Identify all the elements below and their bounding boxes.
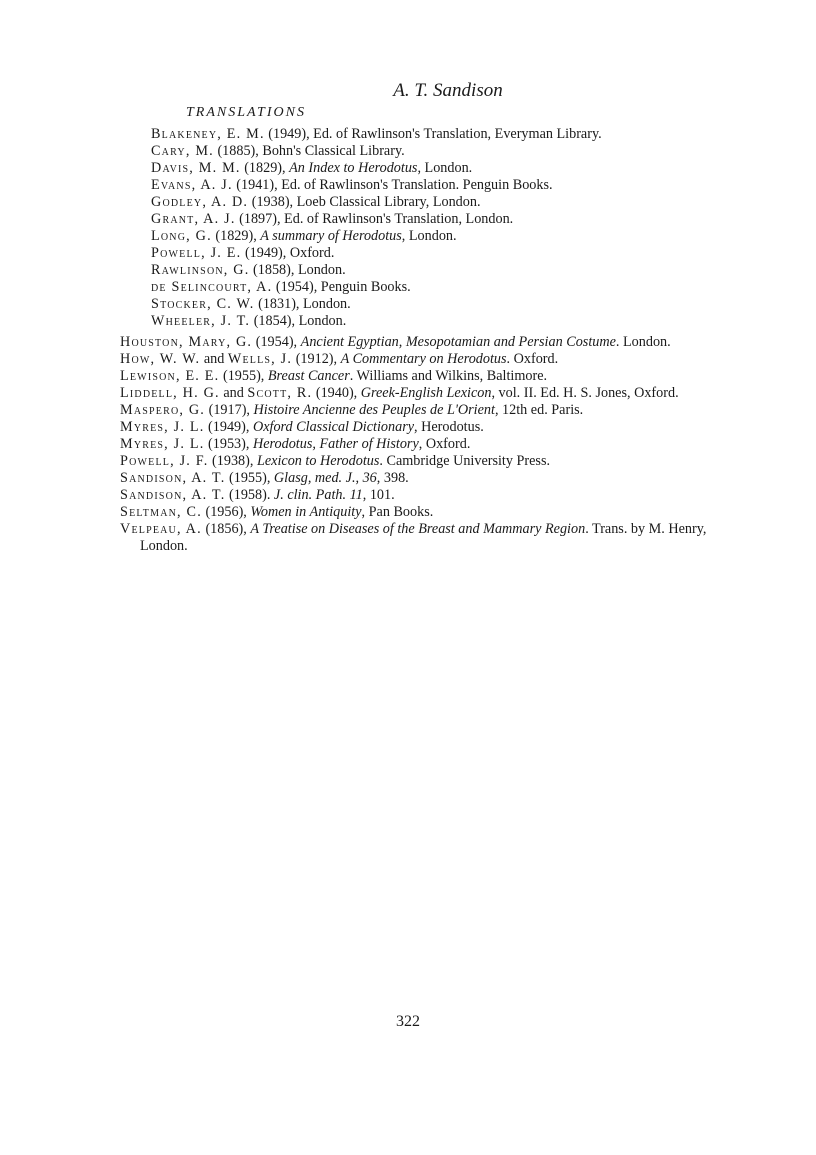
list-item [151, 126, 602, 143]
work-title: Women in Antiquity [250, 504, 362, 520]
author-name: Grant, A. J. [151, 211, 236, 227]
translations-list [151, 126, 602, 330]
citation-text: (1938), [208, 453, 257, 469]
author-name: Sandison, A. T. [120, 487, 226, 503]
citation-tail: . Trans. by M. Henry, London. [140, 521, 707, 554]
work-title: Ancient Egyptian, Mesopotamian and Persian Costume [300, 334, 616, 350]
list-item [120, 487, 740, 504]
citation-text: (1856), [201, 521, 251, 537]
citation-tail: , 101. [362, 487, 395, 503]
citation-tail: . London. [615, 334, 671, 350]
citation-text: (1953), [204, 436, 253, 452]
citation-tail: . Oxford. [506, 351, 559, 367]
author-name: Wheeler, J. T. [151, 313, 251, 329]
work-title: An Index to Herodotus [289, 160, 418, 176]
author-name: Powell, J. E. [151, 245, 242, 261]
list-item [151, 211, 602, 228]
citation-text: (1941), Ed. of Rawlinson's Translation. Penguin Books. [232, 177, 553, 193]
translations-heading: TRANSLATIONS [186, 105, 306, 120]
author-name: Powell, J. F. [120, 453, 209, 469]
citation-tail: . Williams and Wilkins, Baltimore. [349, 368, 548, 384]
citation-text: (1949), Ed. of Rawlinson's Translation, Everyman Library. [264, 126, 602, 142]
citation-text: (1831), London. [254, 296, 351, 312]
list-item [151, 228, 602, 245]
list-item [120, 334, 740, 351]
list-item [151, 279, 602, 296]
author-name: Seltman, C. [120, 504, 202, 520]
citation-text: (1829), [211, 228, 261, 244]
author-name: de Selincourt, A. [151, 279, 273, 295]
author-name: Maspero, G. [120, 402, 206, 418]
author-name: Lewison, E. E. [120, 368, 220, 384]
list-item [151, 313, 602, 330]
author-joiner: and [219, 385, 248, 401]
citation-text: (1854), London. [250, 313, 347, 329]
list-item [120, 470, 740, 487]
author-name: Long, G. [151, 228, 212, 244]
work-title: Glasg, med. J., 36 [273, 470, 377, 486]
work-title: Lexicon to Herodotus [256, 453, 380, 469]
list-item [120, 368, 740, 385]
list-item [151, 160, 602, 177]
citation-tail: , London. [401, 228, 457, 244]
author-name: Evans, A. J. [151, 177, 233, 193]
list-item [120, 385, 740, 402]
citation-text: (1912), [292, 351, 341, 367]
list-item [151, 296, 602, 313]
references-list [120, 334, 740, 555]
work-title: Greek-English Lexicon [360, 385, 492, 401]
citation-tail: , vol. II. Ed. H. S. Jones, Oxford. [491, 385, 679, 401]
work-title: A summary of Herodotus [260, 228, 402, 244]
citation-text: (1885), Bohn's Classical Library. [213, 143, 405, 159]
citation-text: (1958). [225, 487, 274, 503]
author-name: Myres, J. L. [120, 419, 205, 435]
author-name: Cary, M. [151, 143, 214, 159]
author-name: Houston, Mary, G. [120, 334, 253, 350]
author-name: Blakeney, E. M. [151, 126, 265, 142]
list-item [120, 521, 740, 555]
list-item [151, 143, 602, 160]
list-item [120, 504, 740, 521]
citation-text: (1956), [201, 504, 251, 520]
citation-text: (1955), [219, 368, 268, 384]
running-header: A. T. Sandison [393, 80, 503, 101]
citation-text: (1949), Oxford. [241, 245, 335, 261]
citation-tail: , 12th ed. Paris. [494, 402, 584, 418]
work-title: J. clin. Path. 11 [273, 487, 363, 503]
citation-text: (1955), [225, 470, 274, 486]
work-title: A Commentary on Herodotus [340, 351, 507, 367]
citation-tail: , Oxford. [418, 436, 471, 452]
list-item [120, 453, 740, 470]
author-name: How, W. W. [120, 351, 201, 367]
citation-tail: . Cambridge University Press. [379, 453, 551, 469]
list-item [120, 436, 740, 453]
citation-text: (1940), [312, 385, 361, 401]
citation-text: (1897), Ed. of Rawlinson's Translation, London. [235, 211, 514, 227]
author-name: Sandison, A. T. [120, 470, 226, 486]
citation-text: (1949), [204, 419, 253, 435]
list-item [120, 402, 740, 419]
list-item [151, 194, 602, 211]
work-title: Histoire Ancienne des Peuples de L'Orient [253, 402, 495, 418]
work-title: Breast Cancer [267, 368, 350, 384]
work-title: Oxford Classical Dictionary [252, 419, 415, 435]
list-item [151, 177, 602, 194]
citation-text: (1954), [252, 334, 301, 350]
citation-tail: , 398. [376, 470, 409, 486]
page-number: 322 [396, 1013, 420, 1030]
author-name: Rawlinson, G. [151, 262, 250, 278]
citation-tail: , Herodotus. [414, 419, 484, 435]
work-title: Herodotus, Father of History [252, 436, 419, 452]
list-item [120, 351, 740, 368]
work-title: A Treatise on Diseases of the Breast and Mammary Region [250, 521, 586, 537]
author-joiner: and [200, 351, 228, 367]
list-item [151, 262, 602, 279]
author-name: Liddell, H. G. [120, 385, 220, 401]
list-item [120, 419, 740, 436]
citation-text: (1954), Penguin Books. [272, 279, 411, 295]
author-name: Velpeau, A. [120, 521, 202, 537]
citation-text: (1829), [240, 160, 290, 176]
author-name: Davis, M. M. [151, 160, 241, 176]
author-name: Scott, R. [247, 385, 313, 401]
author-name: Wells, J. [227, 351, 293, 367]
citation-text: (1917), [205, 402, 254, 418]
citation-tail: , London. [417, 160, 473, 176]
citation-tail: , Pan Books. [361, 504, 434, 520]
author-name: Godley, A. D. [151, 194, 249, 210]
author-name: Myres, J. L. [120, 436, 205, 452]
list-item [151, 245, 602, 262]
author-name: Stocker, C. W. [151, 296, 255, 312]
citation-text: (1938), Loeb Classical Library, London. [248, 194, 481, 210]
citation-text: (1858), London. [249, 262, 346, 278]
